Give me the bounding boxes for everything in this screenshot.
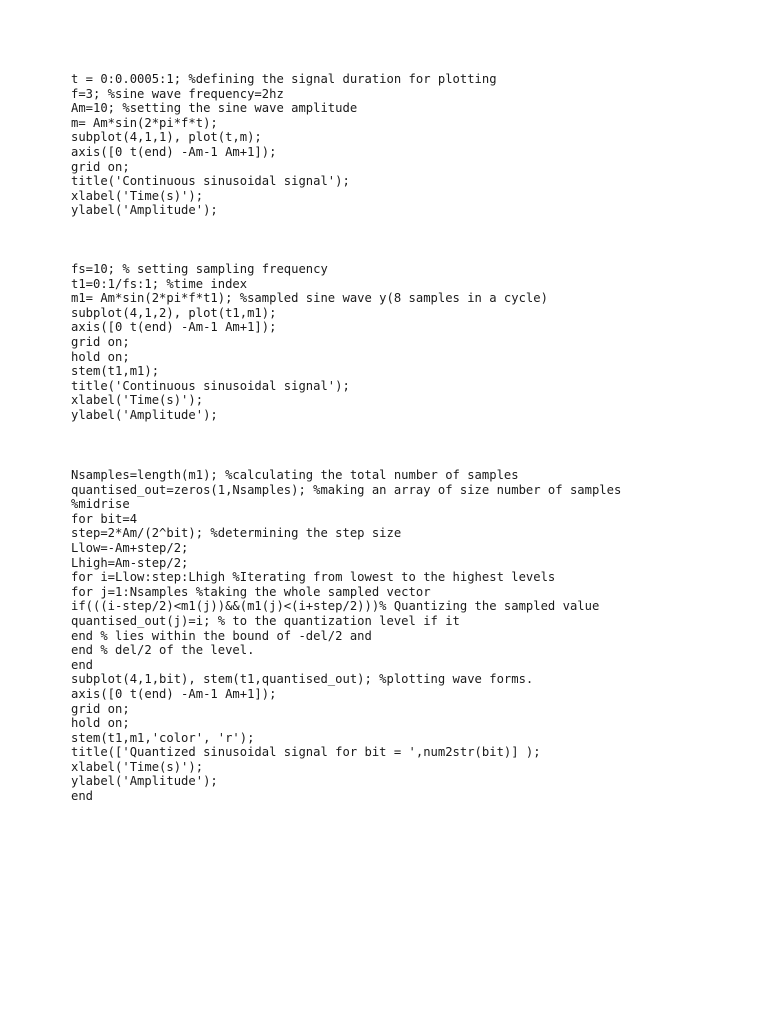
code-line: m= Am*sin(2*pi*f*t); xyxy=(71,115,218,130)
code-line: stem(t1,m1,'color', 'r'); xyxy=(71,730,255,745)
code-line: ylabel('Amplitude'); xyxy=(71,774,218,789)
code-line: Llow=-Am+step/2; xyxy=(71,540,189,555)
code-line: stem(t1,m1); xyxy=(71,364,160,379)
code-line: axis([0 t(end) -Am-1 Am+1]); xyxy=(71,144,277,159)
code-block-quantization xyxy=(71,468,621,804)
code-line: hold on; xyxy=(71,716,130,731)
code-line: quantised_out(j)=i; % to the quantization level if it xyxy=(71,613,460,628)
code-line: m1= Am*sin(2*pi*f*t1); %sampled sine wave y(8 samples in a cycle) xyxy=(71,291,548,306)
code-line: t1=0:1/fs:1; %time index xyxy=(71,276,248,291)
code-line: title('Continuous sinusoidal signal'); xyxy=(71,174,350,189)
code-line: end xyxy=(71,657,94,672)
code-line: for i=Llow:step:Lhigh %Iterating from lowest to the highest levels xyxy=(71,570,556,585)
code-line: title(['Quantized sinusoidal signal for bit = ',num2str(bit)] ); xyxy=(71,745,541,760)
code-line: axis([0 t(end) -Am-1 Am+1]); xyxy=(71,686,277,701)
code-line: axis([0 t(end) -Am-1 Am+1]); xyxy=(71,320,277,335)
code-line: end % del/2 of the level. xyxy=(71,643,255,658)
code-line: for j=1:Nsamples %taking the whole sampled vector xyxy=(71,584,431,599)
code-line: quantised_out=zeros(1,Nsamples); %making an array of size number of samples xyxy=(71,482,622,497)
code-line: Nsamples=length(m1); %calculating the total number of samples xyxy=(71,468,519,482)
code-line: xlabel('Time(s)'); xyxy=(71,393,204,408)
code-line: ylabel('Amplitude'); xyxy=(71,203,218,218)
code-line: grid on; xyxy=(71,701,130,716)
code-line: xlabel('Time(s)'); xyxy=(71,759,204,774)
code-line: hold on; xyxy=(71,349,130,364)
code-line: t = 0:0.0005:1; %defining the signal duration for plotting xyxy=(71,72,497,86)
code-line: end xyxy=(71,789,94,804)
code-line: subplot(4,1,1), plot(t,m); xyxy=(71,130,262,145)
code-line: if(((i-step/2)<m1(j))&&(m1(j)<(i+step/2)))% Quantizing the sampled value xyxy=(71,599,600,614)
code-line: grid on; xyxy=(71,334,130,349)
code-line: ylabel('Amplitude'); xyxy=(71,407,218,422)
code-line: grid on; xyxy=(71,159,130,174)
code-line: Am=10; %setting the sine wave amplitude xyxy=(71,101,358,116)
code-block-sampling xyxy=(71,262,548,423)
code-line: %midrise xyxy=(71,497,130,512)
code-line: subplot(4,1,2), plot(t1,m1); xyxy=(71,305,277,320)
code-line: step=2*Am/(2^bit); %determining the step size xyxy=(71,526,402,541)
code-line: subplot(4,1,bit), stem(t1,quantised_out); %plotting wave forms. xyxy=(71,672,534,687)
code-line: title('Continuous sinusoidal signal'); xyxy=(71,378,350,393)
code-line: for bit=4 xyxy=(71,511,138,526)
code-line: f=3; %sine wave frequency=2hz xyxy=(71,86,284,101)
code-line: end % lies within the bound of -del/2 and xyxy=(71,628,372,643)
code-line: xlabel('Time(s)'); xyxy=(71,188,204,203)
code-line: Lhigh=Am-step/2; xyxy=(71,555,189,570)
code-block-signal-plot xyxy=(71,72,497,218)
code-line: fs=10; % setting sampling frequency xyxy=(71,262,328,276)
